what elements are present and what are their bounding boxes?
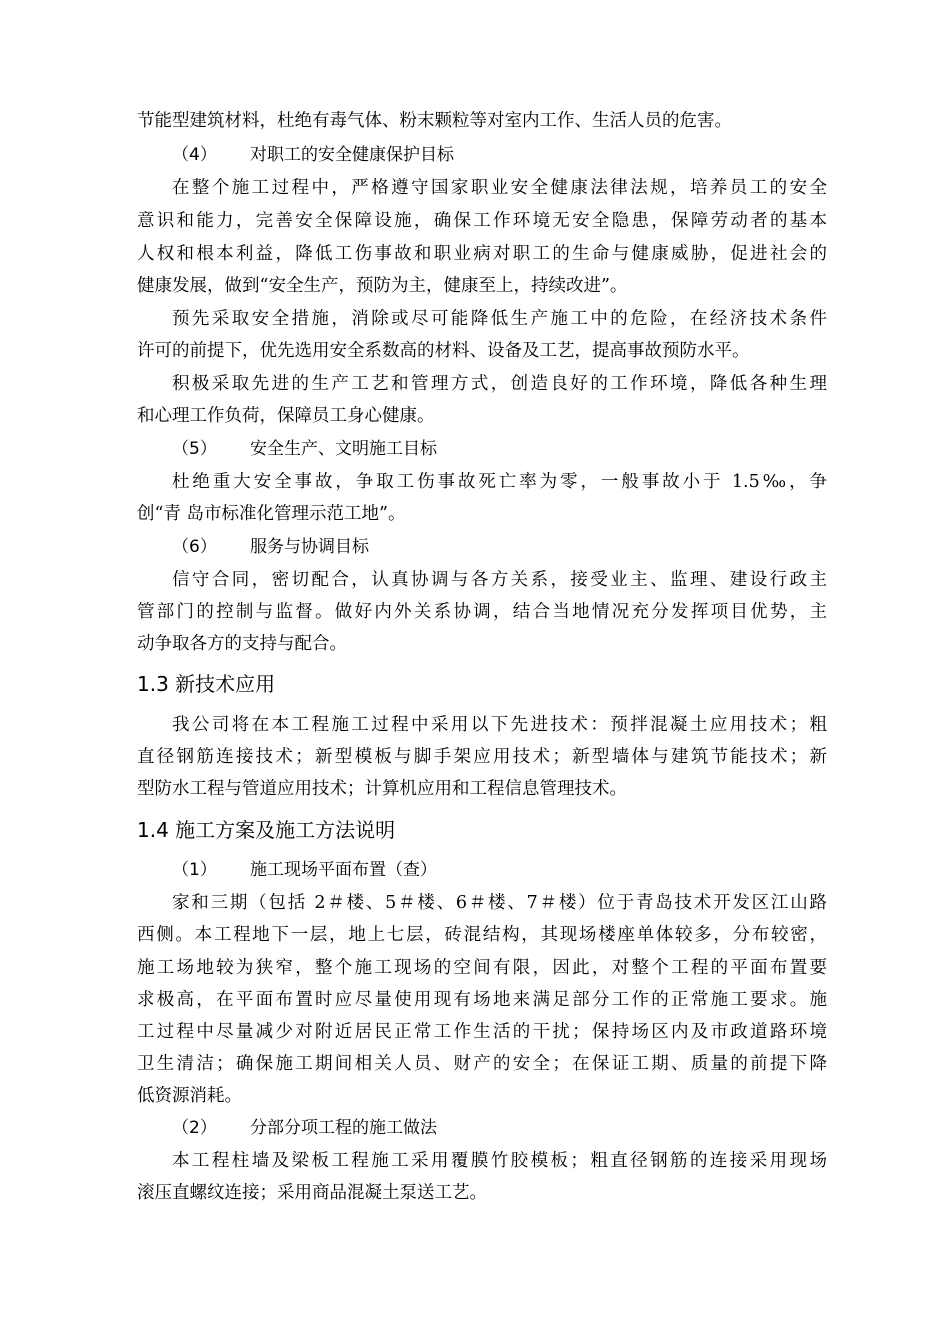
subsection-title: 安全生产、文明施工目标 [250, 439, 437, 459]
paragraph-line: 型防水工程与管道应用技术；计算机应用和工程信息管理技术。 [137, 779, 627, 799]
subsection-title: 施工现场平面布置（查） [250, 860, 437, 880]
subsection-number: （2） [172, 1118, 217, 1138]
subsection-heading-6 [172, 535, 369, 559]
paragraph-line: 健康发展，做到“安全生产，预防为主，健康至上，持续改进”。 [137, 276, 628, 296]
subsection-number: （4） [172, 145, 217, 165]
section-heading-1-4: 1.4 施工方案及施工方法说明 [137, 818, 396, 842]
paragraph-line: 意识和能力，完善安全保障设施，确保工作环境无安全隐患，保障劳动者的基本 [137, 211, 827, 231]
paragraph-line: 西侧。本工程地下一层，地上七层，砖混结构，其现场楼座单体较多，分布较密， [137, 925, 827, 945]
paragraph-line: 信守合同，密切配合，认真协调与各方关系，接受业主、监理、建设行政主 [172, 570, 827, 590]
paragraph-line: 积极采取先进的生产工艺和管理方式，创造良好的工作环境，降低各种生理 [172, 374, 827, 394]
subsection-title: 分部分项工程的施工做法 [250, 1118, 437, 1138]
paragraph-line: 滚压直螺纹连接；采用商品混凝土泵送工艺。 [137, 1183, 487, 1203]
paragraph-line: 人权和根本利益，降低工伤事故和职业病对职工的生命与健康威胁，促进社会的 [137, 244, 827, 264]
subsection-number: （1） [172, 860, 217, 880]
paragraph-line: 家和三期（包括 2＃楼、5＃楼、6＃楼、7＃楼）位于青岛技术开发区江山路 [172, 893, 827, 913]
paragraph-line: 我公司将在本工程施工过程中采用以下先进技术：预拌混凝土应用技术；粗 [172, 715, 827, 735]
subsection-number: （5） [172, 439, 217, 459]
paragraph-line: 创“青 岛市标准化管理示范工地”。 [137, 504, 406, 524]
paragraph-line: 杜绝重大安全事故，争取工伤事故死亡率为零，一般事故小于 1.5‰，争 [172, 472, 827, 492]
paragraph-line: 节能型建筑材料，杜绝有毒气体、粉末颗粒等对室内工作、生活人员的危害。 [137, 111, 732, 131]
subsection-heading-5 [172, 437, 437, 461]
paragraph-line: 卫生清洁；确保施工期间相关人员、财产的安全；在保证工期、质量的前提下降 [137, 1054, 827, 1074]
paragraph-line: 和心理工作负荷，保障员工身心健康。 [137, 406, 435, 426]
paragraph-line: 低资源消耗。 [137, 1086, 242, 1106]
paragraph-line: 动争取各方的支持与配合。 [137, 634, 347, 654]
paragraph-line: 预先采取安全措施，消除或尽可能降低生产施工中的危险，在经济技术条件 [172, 309, 827, 329]
subsection-title: 对职工的安全健康保护目标 [250, 145, 454, 165]
section-heading-1-3: 1.3 新技术应用 [137, 672, 276, 696]
paragraph-line: 在整个施工过程中，严格遵守国家职业安全健康法律法规，培养员工的安全 [172, 178, 827, 198]
paragraph-line: 求极高，在平面布置时应尽量使用现有场地来满足部分工作的正常施工要求。施 [137, 990, 827, 1010]
paragraph-line: 施工场地较为狭窄，整个施工现场的空间有限，因此，对整个工程的平面布置要 [137, 958, 827, 978]
paragraph-line: 直径钢筋连接技术；新型模板与脚手架应用技术；新型墙体与建筑节能技术；新 [137, 747, 827, 767]
subsection-number: （6） [172, 537, 217, 557]
paragraph-line: 许可的前提下，优先选用安全系数高的材料、设备及工艺，提高事故预防水平。 [137, 341, 750, 361]
subsection-title: 服务与协调目标 [250, 537, 369, 557]
subsection-heading-4 [172, 143, 454, 167]
paragraph-line: 工过程中尽量减少对附近居民正常工作生活的干扰；保持场区内及市政道路环境 [137, 1022, 827, 1042]
paragraph-line: 管部门的控制与监督。做好内外关系协调，结合当地情况充分发挥项目优势，主 [137, 602, 827, 622]
paragraph-line: 本工程柱墙及梁板工程施工采用覆膜竹胶模板；粗直径钢筋的连接采用现场 [172, 1151, 827, 1171]
subsection-heading-1 [172, 858, 437, 882]
subsection-heading-2 [172, 1116, 437, 1140]
